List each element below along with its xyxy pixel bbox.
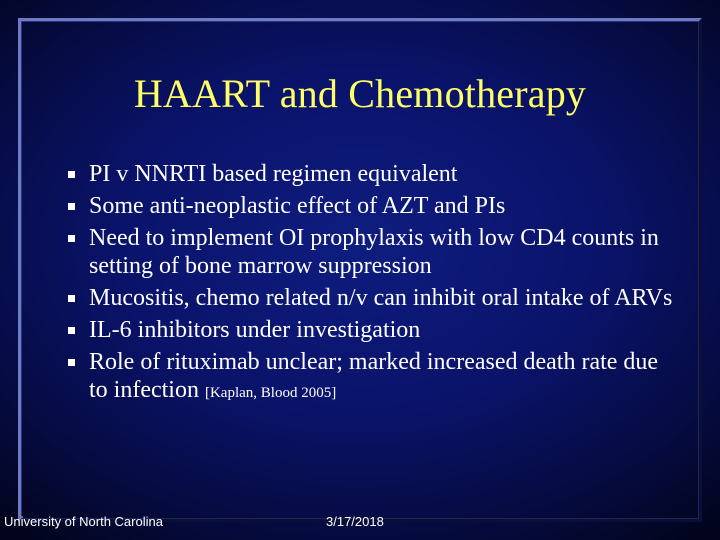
square-bullet-icon [68, 171, 75, 178]
citation: [Kaplan, Blood 2005] [204, 385, 337, 401]
bullet-item [68, 348, 678, 407]
bullet-text: Some anti-neoplastic effect of AZT and PIs [89, 193, 506, 219]
footer-date: 3/17/2018 [326, 514, 384, 529]
bullet-text: IL-6 inhibitors under investigation [89, 317, 421, 343]
square-bullet-icon [68, 235, 75, 242]
bullet-item [68, 284, 678, 312]
slide-title: HAART and Chemotherapy [133, 71, 587, 116]
bullet-item [68, 160, 678, 188]
bullet-list [68, 160, 678, 411]
bullet-item [68, 316, 678, 344]
square-bullet-icon [68, 295, 75, 302]
square-bullet-icon [68, 203, 75, 210]
bullet-text: Role of rituximab unclear; marked increased death rate due to infection [89, 349, 659, 403]
bullet-text: PI v NNRTI based regimen equivalent [89, 161, 458, 187]
square-bullet-icon [68, 327, 75, 334]
bullet-text: Mucositis, chemo related n/v can inhibit oral intake of ARVs [89, 285, 673, 311]
bullet-text: Need to implement OI prophylaxis with low CD4 counts in setting of bone marrow suppression [89, 225, 659, 279]
square-bullet-icon [68, 359, 75, 366]
bullet-item [68, 224, 678, 280]
footer-organization: University of North Carolina [4, 514, 163, 529]
bullet-item [68, 192, 678, 220]
